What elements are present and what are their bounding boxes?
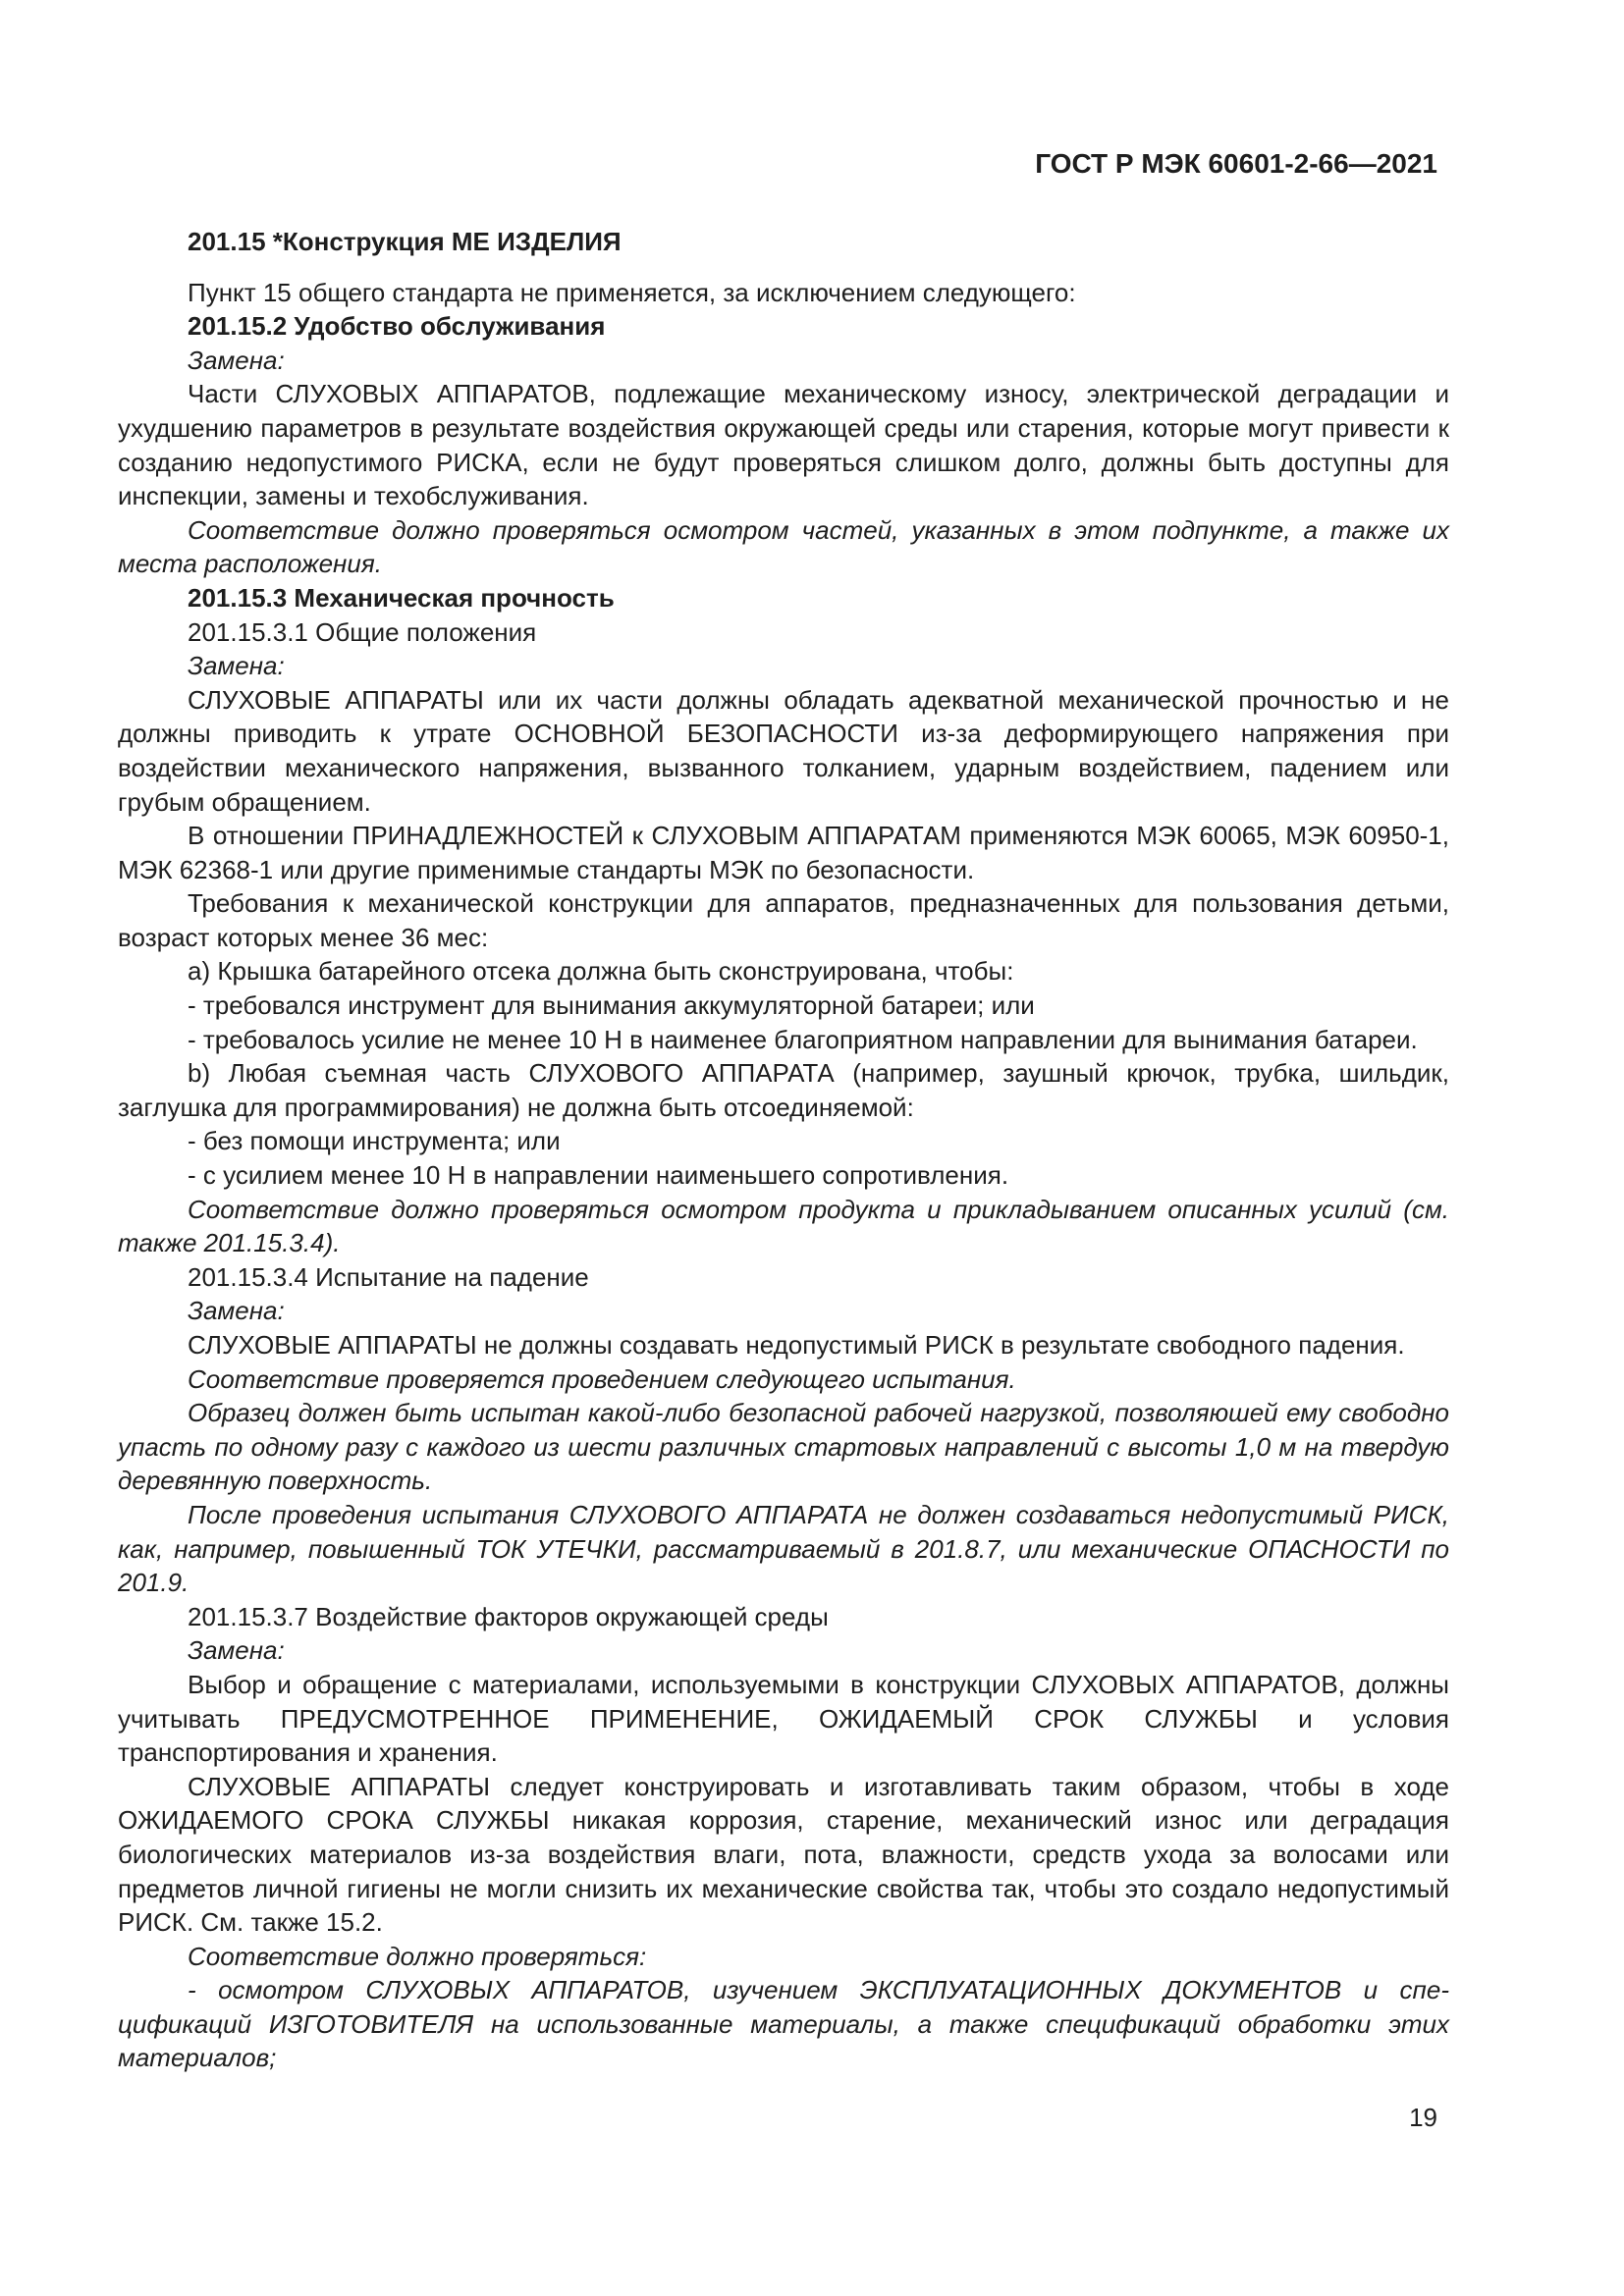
paragraph: После проведения испытания СЛУХОВОГО АППАРАТА не должен создаваться недопустимый РИСК, как, например, повышенный ТОК УТЕЧКИ, рассматриваемый в 201.8.7, или механические ОПАСНОСТИ по 201.9.	[118, 1499, 1449, 1598]
paragraph: Образец должен быть испытан какой-либо безопасной рабочей нагрузкой, позволяюшей ему свободно упасть по одному разу с каждого из шести различных стартовых направлений с высоты 1,0 м на твердую деревянную поверхность.	[118, 1398, 1449, 1496]
paragraph: - осмотром СЛУХОВЫХ АППАРАТОВ, изучением ЭКСПЛУАТАЦИОННЫХ ДОКУМЕНТОВ и спецификаций ИЗГОТОВИТЕЛЯ на использованные материалы, а также спецификаций обработки этих материалов;	[118, 1975, 1449, 2073]
paragraph: a) Крышка батарейного отсека должна быть сконструирована, чтобы:	[188, 956, 1014, 987]
paragraph: - требовалось усилие не менее 10 Н в наименее благоприятном направлении для вынимания батареи.	[188, 1024, 1418, 1054]
paragraph: СЛУХОВЫЕ АППАРАТЫ или их части должны обладать адекватной механической прочностью и не должны приводить к утрате ОСНОВНОЙ БЕЗОПАСНОСТИ из-за деформирующего напряжения при воздействии механического напряжения, вызванного толканием, ударным воздействием, падением или грубым обращением.	[118, 684, 1449, 817]
paragraph: Замена:	[188, 1296, 285, 1326]
paragraph: Соответствие проверяется проведением следующего испытания.	[188, 1363, 1016, 1394]
paragraph: В отношении ПРИНАДЛЕЖНОСТЕЙ к СЛУХОВЫМ АППАРАТАМ применяются МЭК 60065, МЭК 60950-1, МЭК 62368-1 или другие применимые стандарты МЭК по безопасности.	[118, 821, 1449, 884]
paragraph: Соответствие должно проверяться:	[188, 1941, 647, 1971]
paragraph: Замена:	[188, 345, 285, 375]
subsection-heading: 201.15.2 Удобство обслуживания	[188, 311, 606, 342]
paragraph: Пункт 15 общего стандарта не применяется, за исключением следующего:	[188, 277, 1076, 307]
paragraph: - требовался инструмент для вынимания аккумуляторной батареи; или	[188, 990, 1035, 1021]
subsection-heading: 201.15.3 Механическая прочность	[188, 582, 615, 613]
paragraph: b) Любая съемная часть СЛУХОВОГО АППАРАТА (например, заушный крючок, трубка, шильдик, заглушка для программирования) не должна быть отсоединяемой:	[118, 1058, 1449, 1122]
page-number: 19	[1409, 2103, 1437, 2132]
paragraph: Соответствие должно проверяться осмотром частей, указанных в этом подпункте, а также их места расположения.	[118, 514, 1449, 579]
paragraph: СЛУХОВЫЕ АППАРАТЫ следует конструировать и изготавливать таким образом, чтобы в ходе ОЖИДАЕМОГО СРОКА СЛУЖБЫ никакая коррозия, старение, механический износ или деградация биологических материалов из-за воздействия влаги, пота, влажности, средств ухода за волосами или предметов личной гигиены не могли снизить их механические свойства так, чтобы это создало недопустимый РИСК. См. также 15.2.	[118, 1771, 1449, 1938]
paragraph: Выбор и обращение с материалами, используемыми в конструкции СЛУХОВЫХ АППАРАТОВ, должны учитывать ПРЕДУСМОТРЕННОЕ ПРИМЕНЕНИЕ, ОЖИДАЕМЫЙ СРОК СЛУЖБЫ и условия транспортирования и хранения.	[118, 1669, 1449, 1768]
standard-designation: ГОСТ Р МЭК 60601-2-66—2021	[1035, 148, 1437, 179]
paragraph: 201.15.3.7 Воздействие факторов окружающей среды	[188, 1601, 829, 1631]
paragraph: Соответствие должно проверяться осмотром продукта и прикладыванием описанных усилий (см. также 201.15.3.4).	[118, 1194, 1449, 1258]
paragraph: 201.15.3.4 Испытание на падение	[188, 1261, 589, 1292]
paragraph: Части СЛУХОВЫХ АППАРАТОВ, подлежащие механическому износу, электрической деградации и ухудшению параметров в результате воздействия окружающей среды или старения, которые могут привести к созданию недопустимого РИСКА, если не будут проверяться слишком долго, должны быть доступны для инспекции, замены и техобслуживания.	[118, 379, 1449, 511]
paragraph: - без помощи инструмента; или	[188, 1126, 561, 1156]
section-heading: 201.15 *Конструкция МЕ ИЗДЕЛИЯ	[188, 227, 622, 256]
paragraph: Замена:	[188, 1635, 285, 1666]
paragraph: Требования к механической конструкции для аппаратов, предназначенных для пользования детьми, возраст которых менее 36 мес:	[118, 888, 1449, 952]
paragraph: СЛУХОВЫЕ АППАРАТЫ не должны создавать недопустимый РИСК в результате свободного падения.	[188, 1330, 1405, 1360]
document-body	[118, 225, 1449, 2075]
paragraph: Замена:	[188, 651, 285, 681]
paragraph: - с усилием менее 10 Н в направлении наименьшего сопротивления.	[188, 1160, 1009, 1191]
paragraph: 201.15.3.1 Общие положения	[188, 616, 537, 647]
